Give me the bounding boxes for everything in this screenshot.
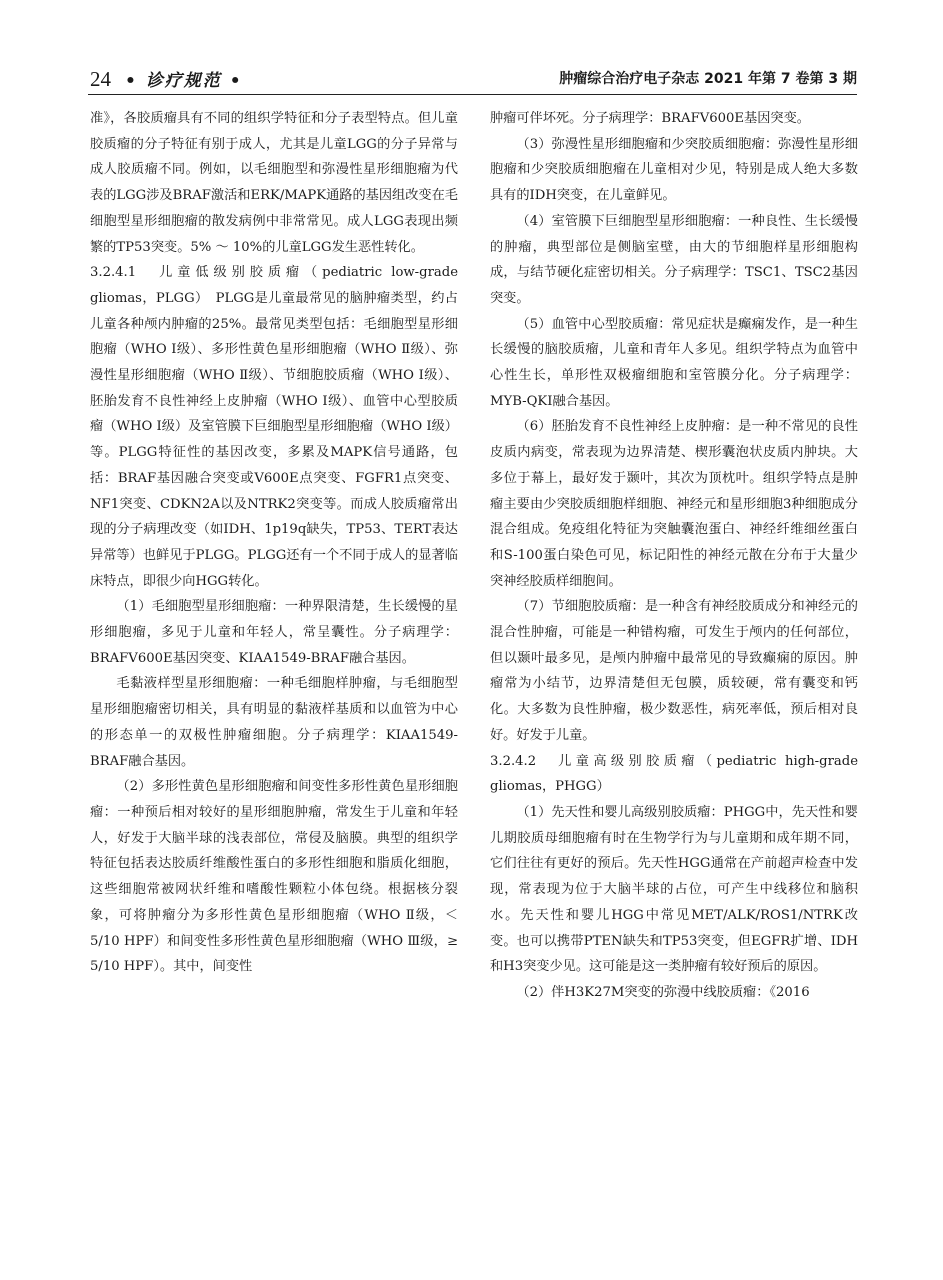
paragraph: （2）多形性黄色星形细胞瘤和间变性多形性黄色星形细胞瘤：一种预后相对较好的星形细胞肿瘤，常发生于儿童和年轻人，好发于大脑半球的浅表部位，常侵及脑膜。典型的组织学特征包括表达胶质纤维酸性蛋白的多形性细胞和脂质化细胞，这些细胞常被网状纤维和嗜酸性颗粒小体包绕。根据核分裂象，可将肿瘤分为多形性黄色星形细胞瘤（WHO Ⅱ级，＜ 5/10 HPF）和间变性多形性黄色星形细胞瘤（WHO Ⅲ级，≥ 5/10 HPF）。其中，间变性	[90, 779, 458, 975]
paragraph: （2）伴H3K27M突变的弥漫中线胶质瘤：《2016	[516, 984, 810, 1000]
page-number: 24	[90, 67, 111, 91]
subsection-heading: 3.2.4.2 儿童高级别胶质瘤（pediatric high-grade gliomas，PHGG）	[490, 753, 858, 795]
header-rule	[88, 94, 857, 95]
section-title: • 诊疗规范 •	[125, 71, 243, 91]
paragraph: （6）胚胎发育不良性神经上皮肿瘤：是一种不常见的良性皮质内病变，常表现为边界清楚、楔形囊泡状皮质内肿块。大多位于幕上，最好发于颞叶，其次为顶枕叶。组织学特点是肿瘤主要由少突胶质细胞样细胞、神经元和星形细胞3种细胞成分混合组成。免疫组化特征为突触囊泡蛋白、神经纤维细丝蛋白和S-100蛋白染色可见，标记阳性的神经元散在分布于大量少突神经胶质样细胞间。	[490, 419, 858, 589]
subsection-heading-paragraph: 3.2.4.1 儿童低级别胶质瘤（pediatric low-grade gliomas，PLGG） PLGG是儿童最常见的脑肿瘤类型，约占儿童各种颅内肿瘤的25%。最常见类型包括：毛细胞型星形细胞瘤（WHO Ⅰ级）、多形性黄色星形细胞瘤（WHO Ⅱ级）、弥漫性星形细胞瘤（WHO Ⅱ级）、节细胞胶质瘤（WHO Ⅰ级）、胚胎发育不良性神经上皮肿瘤（WHO Ⅰ级）、血管中心型胶质瘤（WHO Ⅰ级）及室管膜下巨细胞型星形细胞瘤（WHO Ⅰ级）等。PLGG特征性的基因改变，多累及MAPK信号通路，包括：BRAF基因融合突变或V600E点突变、FGFR1点突变、NF1突变、CDKN2A以及NTRK2突变等。而成人胶质瘤常出现的分子病理改变（如IDH、1p19q缺失，TP53、TERT表达异常等）也鲜见于PLGG。PLGG还有一个不同于成人的显著临床特点，即很少向HGG转化。	[90, 265, 458, 589]
paragraph: 准》，各胶质瘤具有不同的组织学特征和分子表型特点。但儿童胶质瘤的分子特征有别于成人，尤其是儿童LGG的分子异常与成人胶质瘤不同。例如，以毛细胞型和弥漫性星形细胞瘤为代表的LGG涉及BRAF激活和ERK/MAPK通路的基因组改变在毛细胞型星形细胞瘤的散发病例中非常常见。成人LGG表现出频繁的TP53突变。5% ～ 10%的儿童LGG发生恶性转化。	[90, 111, 458, 255]
left-column	[90, 106, 458, 980]
paragraph: （1）先天性和婴儿高级别胶质瘤：PHGG中，先天性和婴儿期胶质母细胞瘤有时在生物学行为与儿童期和成年期不同，它们往往有更好的预后。先天性HGG通常在产前超声检查中发现，常表现为位于大脑半球的占位，可产生中线移位和脑积水。先天性和婴儿HGG中常见MET/ALK/ROS1/NTRK改变。也可以携带PTEN缺失和TP53突变，但EGFR扩增、IDH和H3突变少见。这可能是这一类肿瘤有较好预后的原因。	[490, 804, 858, 975]
page-header-left	[90, 66, 243, 92]
paragraph: （1）毛细胞型星形细胞瘤：一种界限清楚，生长缓慢的星形细胞瘤，多见于儿童和年轻人，常呈囊性。分子病理学：BRAFV600E基因突变、KIAA1549-BRAF融合基因。	[90, 599, 458, 666]
paragraph: （3）弥漫性星形细胞瘤和少突胶质细胞瘤：弥漫性星形细胞瘤和少突胶质细胞瘤在儿童相对少见，特别是成人绝大多数具有的IDH突变，在儿童鲜见。	[490, 136, 858, 204]
paragraph: 肿瘤可伴坏死。分子病理学：BRAFV600E基因突变。	[490, 111, 810, 126]
paragraph: （4）室管膜下巨细胞型星形细胞瘤：一种良性、生长缓慢的肿瘤，典型部位是侧脑室壁，由大的节细胞样星形细胞构成，与结节硬化症密切相关。分子病理学：TSC1、TSC2基因突变。	[490, 213, 858, 306]
journal-title: 肿瘤综合治疗电子杂志 2021 年第 7 卷第 3 期	[559, 71, 857, 87]
paragraph: （5）血管中心型胶质瘤：常见症状是癫痫发作，是一种生长缓慢的脑胶质瘤，儿童和青年人多见。组织学特点为血管中心性生长，单形性双极瘤细胞和室管膜分化。分子病理学：MYB-QKI融合基因。	[490, 316, 858, 409]
paragraph: （7）节细胞胶质瘤：是一种含有神经胶质成分和神经元的混合性肿瘤，可能是一种错构瘤，可发生于颅内的任何部位，但以颞叶最多见，是颅内肿瘤中最常见的导致癫痫的原因。肿瘤常为小结节，边界清楚但无包膜，质较硬，常有囊变和钙化。大多数为良性肿瘤，极少数恶性，病死率低，预后相对良好。好发于儿童。	[490, 599, 858, 743]
right-column	[490, 106, 858, 1006]
paragraph: 毛黏液样型星形细胞瘤：一种毛细胞样肿瘤，与毛细胞型星形细胞瘤密切相关，具有明显的黏液样基质和以血管为中心的形态单一的双极性肿瘤细胞。分子病理学：KIAA1549-BRAF融合基因。	[90, 676, 458, 769]
